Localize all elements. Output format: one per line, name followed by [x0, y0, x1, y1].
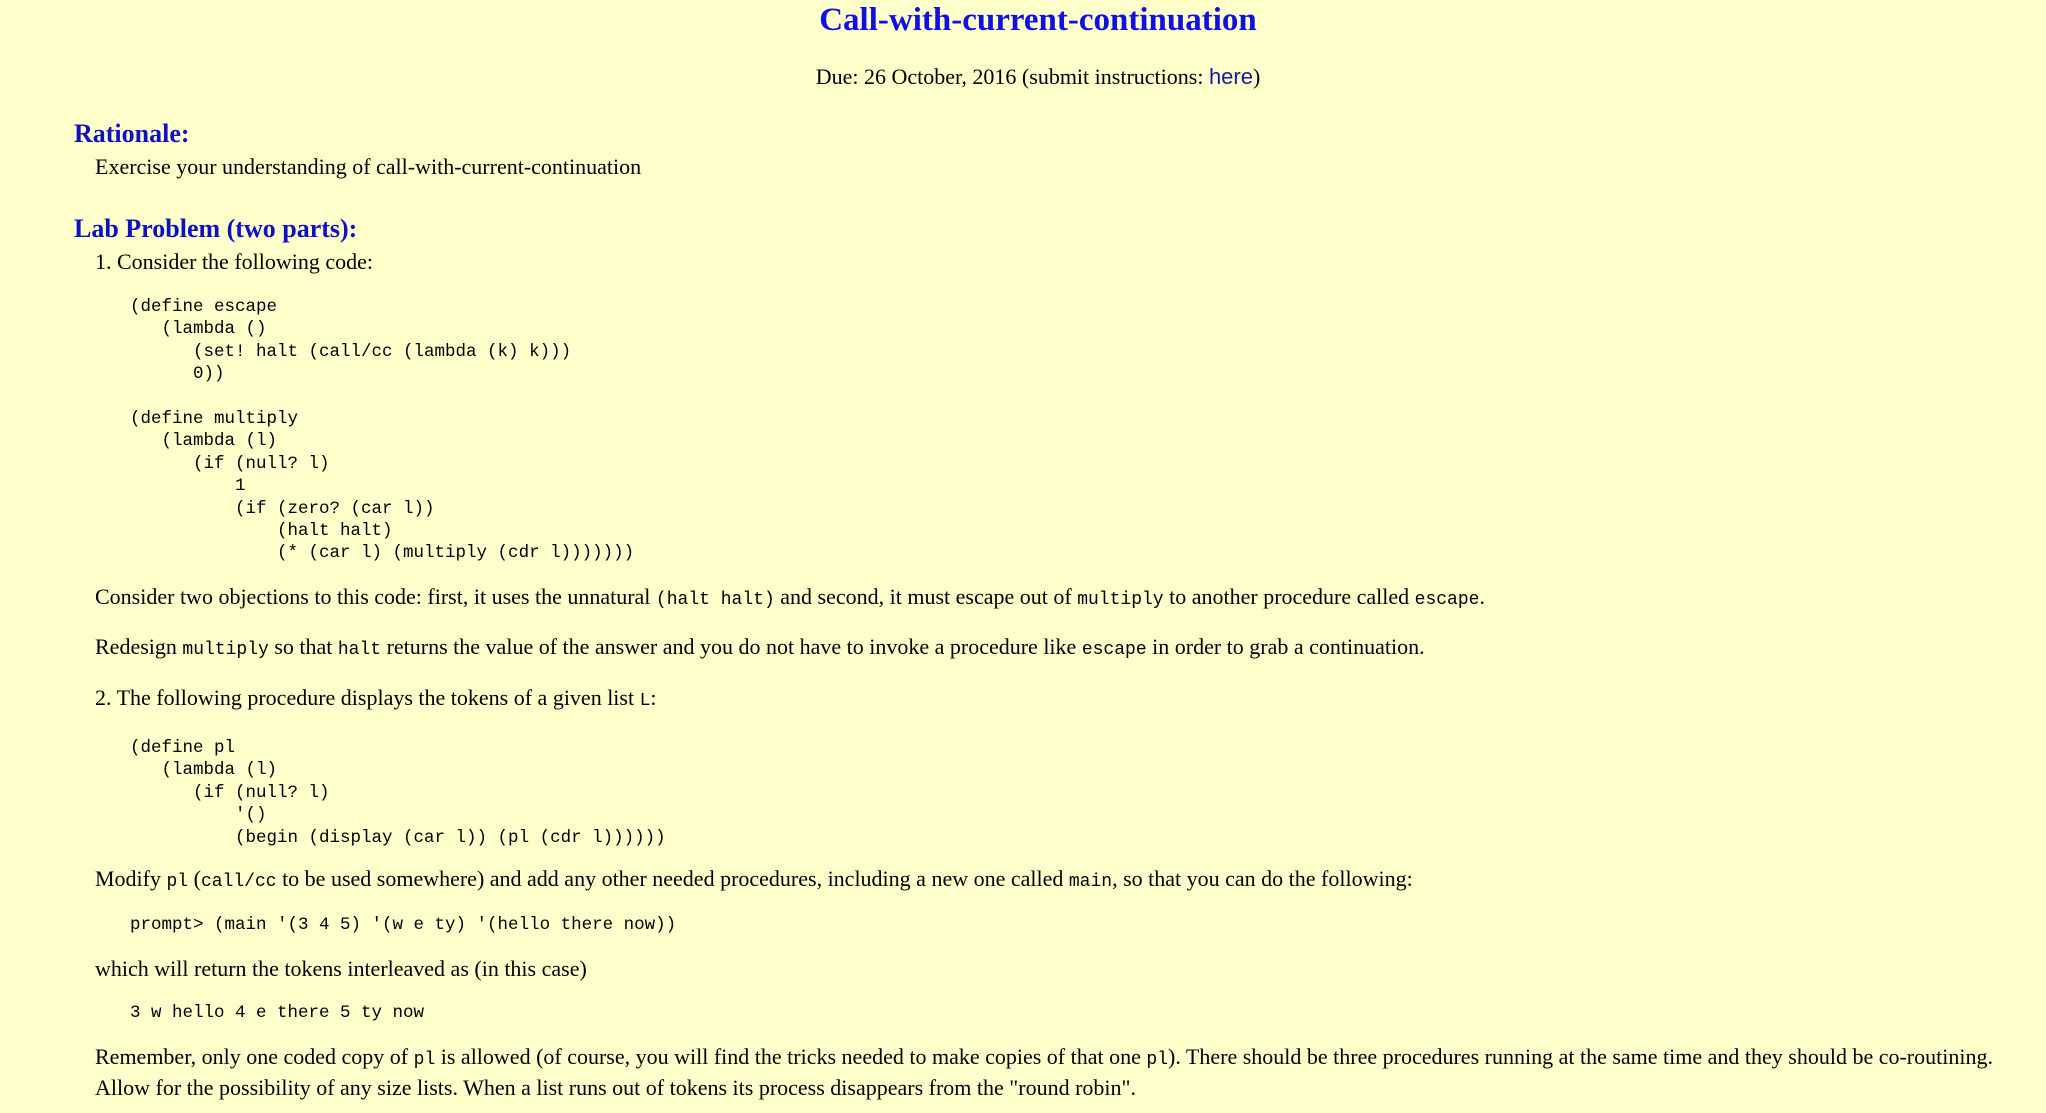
rationale-heading: Rationale: [74, 119, 190, 148]
due-date-line [0, 62, 2046, 92]
redesign-text-1: Redesign [95, 634, 183, 659]
code-multiply-redesign: multiply [182, 640, 269, 660]
part2-intro-text: 2. The following procedure displays the tokens of a given list [95, 685, 640, 710]
remember-text-2: is allowed (of course, you will find the tricks needed to make copies of that one [435, 1044, 1147, 1069]
code-pl-remember-1: pl [413, 1050, 436, 1070]
code-prompt: prompt> (main '(3 4 5) '(w e ty) '(hello there now)) [130, 915, 677, 935]
objections-text-2: and second, it must escape out of [774, 584, 1078, 609]
part2-intro-end: : [650, 685, 657, 710]
code-halt-halt: (halt halt) [655, 590, 775, 610]
interleaved-text: which will return the tokens interleaved as (in this case) [95, 956, 587, 981]
page-title: Call-with-current-continuation [819, 2, 1257, 38]
code-escape-redesign: escape [1081, 640, 1147, 660]
modify-text-1: Modify [95, 866, 167, 891]
redesign-text-3: returns the value of the answer and you do not have to invoke a procedure like [381, 634, 1082, 659]
submit-instructions-link[interactable]: here [1208, 64, 1253, 89]
redesign-text-4: in order to grab a continuation. [1146, 634, 1425, 659]
rationale-text: Exercise your understanding of call-with-current-continuation [95, 154, 642, 179]
part1-intro: 1. Consider the following code: [95, 249, 374, 274]
objections-text-3: to another procedure called [1163, 584, 1415, 609]
objections-paragraph [95, 583, 2015, 614]
remember-paragraph [95, 1043, 2015, 1101]
code-output: 3 w hello 4 e there 5 ty now [130, 1003, 425, 1023]
code-multiply-inline: multiply [1077, 590, 1164, 610]
modify-text-4: , so that you can do the following: [1112, 866, 1413, 891]
code-pl: (define pl (lambda (l) (if (null? l) '() (begin (display (car l)) (pl (cdr l)))))) [130, 738, 666, 848]
code-pl-remember-2: pl [1146, 1050, 1168, 1070]
remember-text-1: Remember, only one coded copy of [95, 1044, 414, 1069]
remember-text-3: ). There should be three procedures running at the same time and they should be co-routining. Allow for the possibility of any size lists. When a list runs out of tokens its process disappears from the "round robin". [95, 1044, 1993, 1100]
modify-text-2: ( [188, 866, 201, 891]
code-multiply: (define multiply (lambda (l) (if (null? l) 1 (if (zero? (car l)) (halt halt) (* (car l) (multiply (cdr l))))))) [130, 409, 635, 564]
objections-text-4: . [1479, 584, 1485, 609]
code-pl-inline: pl [166, 872, 189, 892]
due-date-suffix: ) [1252, 64, 1261, 89]
due-date-text: Due: 26 October, 2016 (submit instructions: [815, 64, 1209, 89]
part2-intro [95, 684, 2015, 715]
modify-text-3: to be used somewhere) and add any other needed procedures, including a new one called [276, 866, 1069, 891]
code-callcc-inline: call/cc [200, 872, 277, 892]
redesign-text-2: so that [268, 634, 338, 659]
code-escape-inline: escape [1414, 590, 1480, 610]
modify-paragraph [95, 865, 2015, 896]
code-escape: (define escape (lambda () (set! halt (call/cc (lambda (k) k))) 0)) [130, 297, 572, 385]
lab-problem-heading: Lab Problem (two parts): [74, 214, 358, 243]
code-main-inline: main [1068, 872, 1113, 892]
objections-text-1: Consider two objections to this code: first, it uses the unnatural [95, 584, 656, 609]
redesign-paragraph [95, 633, 2015, 664]
code-halt-inline: halt [337, 640, 382, 660]
code-list-L: L [639, 691, 651, 711]
